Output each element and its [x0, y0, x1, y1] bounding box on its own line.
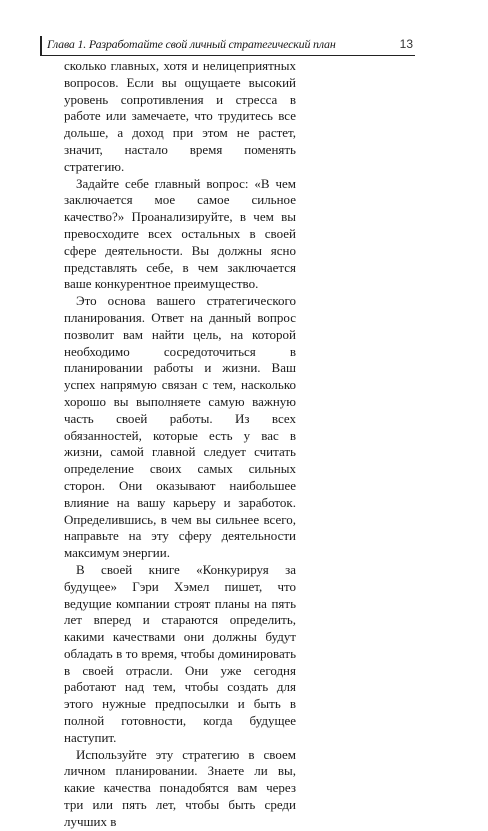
body-text — [64, 58, 296, 831]
paragraph-1: сколько главных, хотя и нелицеприятных вопросов. Если вы ощущаете высокий уровень сопротивления и стресса в работе или замечаете, что трудитесь все дольше, а доход при этом не растет, значит, настало время поменять стратегию. — [64, 58, 296, 174]
running-header — [40, 36, 415, 56]
header-vertical-rule — [40, 36, 42, 56]
paragraph-3: Это основа вашего стратегического планирования. Ответ на данный вопрос позволит вам найти цель, на которой необходимо сосредоточиться в планировании работы и жизни. Ваш успех напрямую связан с тем, насколько хорошо вы выполняете самую важную часть своей работы. Из всех обязанностей, которые есть у вас в жизни, самой главной следует считать определение своих самых сильных сторон. Они оказывают наибольшее влияние на вашу карьеру и заработок. Определившись, в чем вы сильнее всего, направьте на эту сферу деятельности максимум энергии. — [64, 293, 296, 561]
page-number: 13 — [399, 37, 413, 51]
chapter-title: Глава 1. Разработайте свой личный стратегический план — [47, 37, 336, 51]
paragraph-2: Задайте себе главный вопрос: «В чем заключается мое самое сильное качество?» Проанализируйте, в чем вы превосходите всех остальных в своей сфере деятельности. Вы должны ясно представлять себе, в чем заключается ваше конкурентное преимущество. — [64, 175, 296, 292]
header-horizontal-rule — [40, 55, 415, 56]
paragraph-4: В своей книге «Конкурируя за будущее» Гэри Хэмел пишет, что ведущие компании строят планы на пять лет вперед и стараются определить, какими качествами они должны будут обладать в то время, чтобы доминировать в своей отрасли. Они уже сегодня работают над тем, чтобы создать для этого нужные предпосылки и быть в полной готовности, когда будущее наступит. — [64, 561, 296, 745]
paragraph-5: Используйте эту стратегию в своем личном планировании. Знаете ли вы, какие качества понадобятся вам через три или пять лет, чтобы быть среди лучших в — [64, 746, 296, 829]
